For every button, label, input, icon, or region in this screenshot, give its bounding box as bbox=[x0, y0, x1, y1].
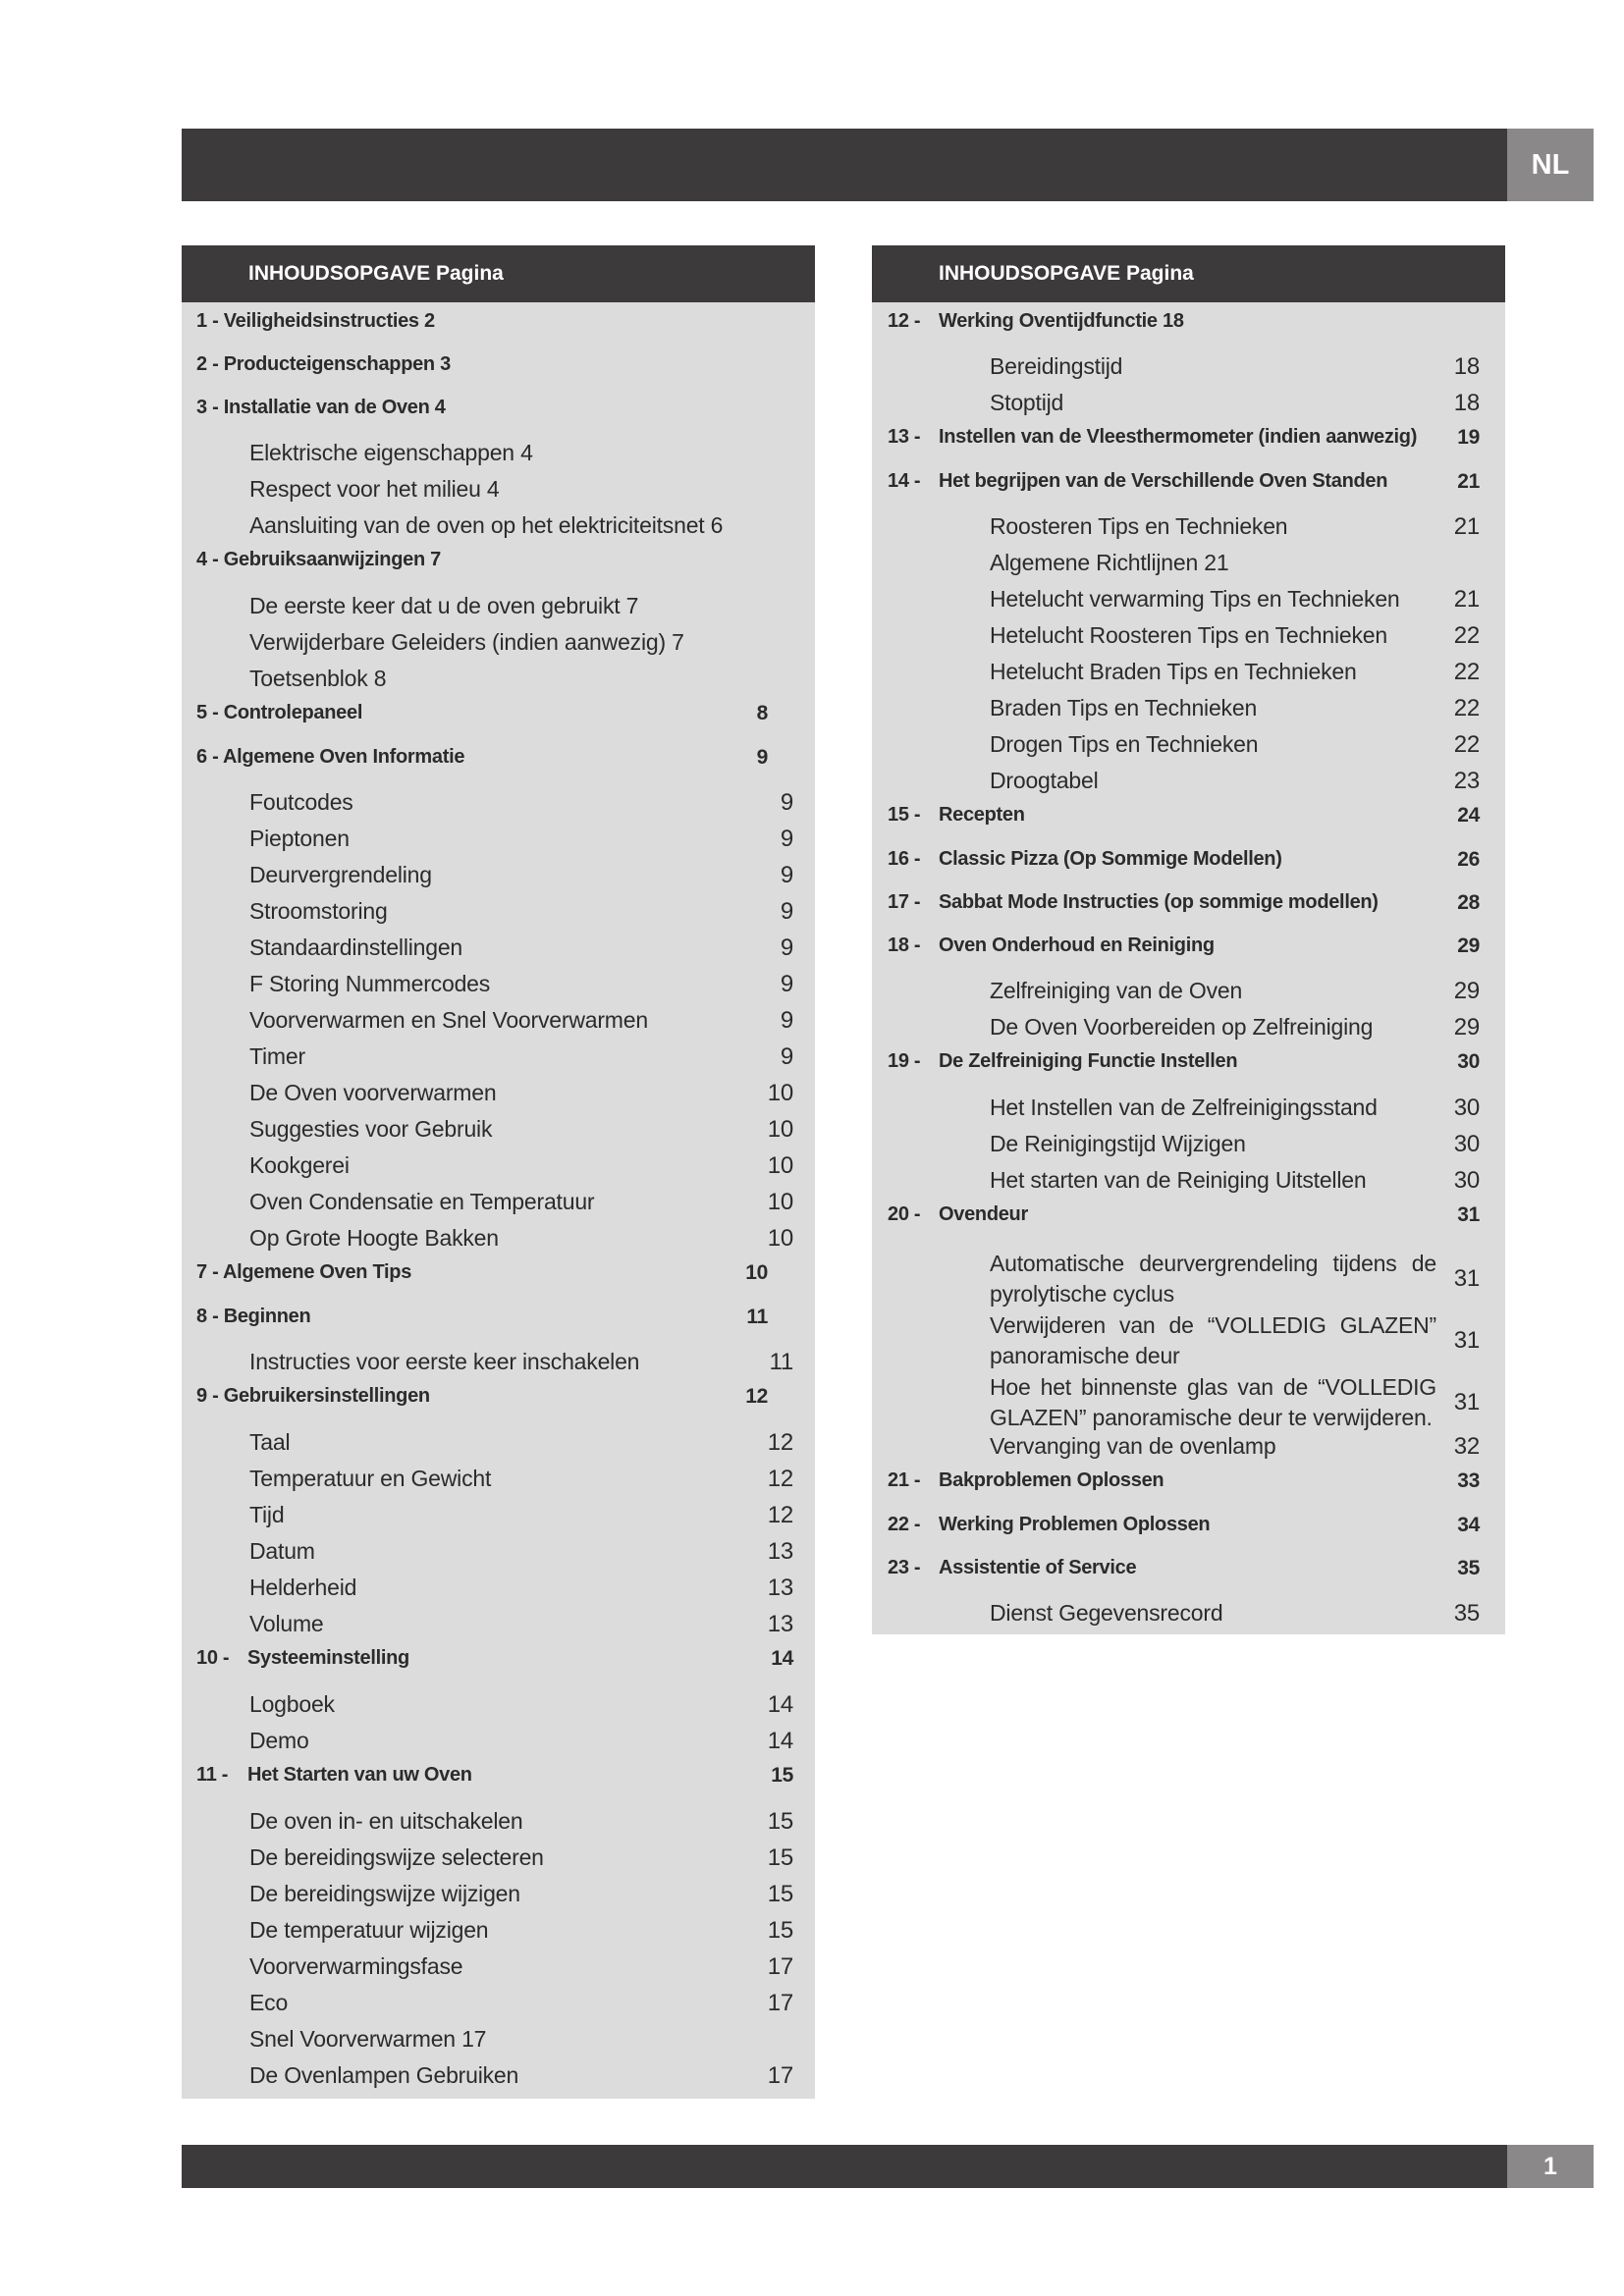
toc-entry-number: 10 - bbox=[196, 1647, 230, 1669]
toc-subentry[interactable] bbox=[182, 826, 815, 862]
toc-entry-label: Stroomstoring bbox=[249, 898, 388, 924]
toc-entry-label: Snel Voorverwarmen 17 bbox=[249, 2026, 487, 2052]
toc-entry-label: 1 - Veiligheidsinstructies 2 bbox=[196, 310, 435, 332]
toc-entry-label: Roosteren Tips en Technieken bbox=[990, 513, 1288, 539]
toc-entry-page: 29 bbox=[1457, 934, 1480, 957]
toc-entry-page: 13 bbox=[767, 1611, 793, 1637]
toc-entry-label: Elektrische eigenschappen 4 bbox=[249, 440, 533, 465]
toc-subentry[interactable] bbox=[182, 1611, 815, 1647]
toc-entry-label: 5 - Controlepaneel bbox=[196, 702, 363, 723]
toc-subentry[interactable] bbox=[182, 629, 815, 666]
toc-entry-page: 9 bbox=[756, 746, 768, 769]
toc-entry-number: 13 - bbox=[888, 426, 921, 448]
toc-subentry[interactable] bbox=[182, 512, 815, 549]
toc-entry-page: 13 bbox=[767, 1575, 793, 1601]
toc-entry-label: Logboek bbox=[249, 1691, 335, 1717]
toc-entry-number: 14 - bbox=[888, 470, 921, 492]
toc-subentry[interactable] bbox=[872, 1248, 1505, 1309]
toc-left-header: INHOUDSOPGAVE Pagina bbox=[182, 245, 815, 302]
toc-entry-number: 20 - bbox=[888, 1203, 921, 1225]
toc-entry-number: 19 - bbox=[888, 1050, 921, 1072]
toc-entry[interactable] bbox=[872, 848, 1505, 891]
toc-entry-label: 4 - Gebruiksaanwijzingen 7 bbox=[196, 549, 441, 570]
toc-entry-page: 30 bbox=[1457, 1050, 1480, 1073]
toc-entry-label: Droogtabel bbox=[990, 768, 1099, 793]
toc-entry-page: 22 bbox=[1453, 695, 1480, 721]
toc-entry-label: Suggesties voor Gebruik bbox=[249, 1116, 493, 1142]
toc-entry-page: 10 bbox=[767, 1080, 793, 1106]
toc-entry-label: Instellen van de Vleesthermometer (indien aanwezig) bbox=[939, 426, 1418, 448]
footer-bar bbox=[182, 2145, 1507, 2188]
toc-entry-page: 22 bbox=[1453, 622, 1480, 649]
toc-right-column bbox=[872, 245, 1505, 1634]
toc-entry-label: Het Starten van uw Oven bbox=[247, 1764, 472, 1786]
toc-subentry[interactable] bbox=[872, 550, 1505, 586]
toc-subentry[interactable] bbox=[182, 1691, 815, 1728]
toc-entry[interactable] bbox=[182, 746, 815, 789]
toc-subentry[interactable] bbox=[182, 1808, 815, 1844]
toc-entry-label: Werking Problemen Oplossen bbox=[939, 1514, 1211, 1535]
toc-subentry[interactable] bbox=[182, 2026, 815, 2062]
toc-entry-page: 28 bbox=[1457, 891, 1480, 914]
toc-subentry[interactable] bbox=[182, 1538, 815, 1575]
toc-subentry[interactable] bbox=[872, 1014, 1505, 1050]
toc-entry-label: Automatische deurvergrendeling tijdens de pyrolytische cyclus bbox=[990, 1250, 1436, 1307]
toc-entry[interactable] bbox=[872, 1469, 1505, 1514]
toc-entry-label: Oven Condensatie en Temperatuur bbox=[249, 1189, 595, 1214]
toc-entry-label: Toetsenblok 8 bbox=[249, 666, 387, 691]
toc-entry-page: 10 bbox=[767, 1189, 793, 1215]
toc-entry[interactable] bbox=[182, 1385, 815, 1429]
toc-entry-label: De Oven voorverwarmen bbox=[249, 1080, 497, 1105]
toc-entry-label: 6 - Algemene Oven Informatie bbox=[196, 746, 465, 768]
toc-entry-page: 21 bbox=[1453, 586, 1480, 613]
toc-entry-label: De Ovenlampen Gebruiken bbox=[249, 2062, 519, 2088]
toc-entry-label: Verwijderen van de “VOLLEDIG GLAZEN” panoramische deur bbox=[990, 1311, 1436, 1368]
toc-subentry[interactable] bbox=[182, 1152, 815, 1189]
toc-entry-page: 11 bbox=[769, 1349, 793, 1375]
toc-subentry[interactable] bbox=[872, 513, 1505, 550]
toc-subentry[interactable] bbox=[182, 1116, 815, 1152]
toc-subentry[interactable] bbox=[182, 971, 815, 1007]
toc-entry-page: 18 bbox=[1453, 390, 1480, 416]
toc-left-list bbox=[182, 302, 815, 2099]
toc-entry-page: 31 bbox=[1453, 1326, 1480, 1354]
toc-entry-label: Algemene Richtlijnen 21 bbox=[990, 550, 1229, 575]
toc-entry-label: Het Instellen van de Zelfreinigingsstand bbox=[990, 1095, 1378, 1120]
toc-entry-label: Volume bbox=[249, 1611, 324, 1636]
toc-entry-label: Eco bbox=[249, 1990, 289, 2015]
toc-subentry[interactable] bbox=[182, 789, 815, 826]
toc-entry-page: 33 bbox=[1457, 1469, 1480, 1492]
toc-entry-label: Het starten van de Reiniging Uitstellen bbox=[990, 1167, 1367, 1193]
toc-entry[interactable] bbox=[872, 1203, 1505, 1248]
toc-entry-page: 32 bbox=[1453, 1433, 1480, 1460]
toc-entry-page: 9 bbox=[780, 826, 793, 852]
toc-subentry[interactable] bbox=[182, 1953, 815, 1990]
toc-entry-page: 14 bbox=[767, 1691, 793, 1718]
toc-entry-page: 31 bbox=[1457, 1203, 1480, 1226]
toc-entry-page: 11 bbox=[746, 1306, 768, 1328]
toc-entry[interactable] bbox=[182, 310, 815, 353]
toc-subentry[interactable] bbox=[182, 1225, 815, 1261]
toc-entry-page: 10 bbox=[767, 1152, 793, 1179]
toc-entry-page: 9 bbox=[780, 934, 793, 961]
toc-entry[interactable] bbox=[872, 934, 1505, 978]
toc-entry-label: Voorverwarmen en Snel Voorverwarmen bbox=[249, 1007, 648, 1033]
toc-entry-label: Vervanging van de ovenlamp bbox=[990, 1433, 1276, 1459]
toc-entry[interactable] bbox=[182, 702, 815, 746]
toc-entry-page: 12 bbox=[745, 1385, 768, 1408]
toc-subentry[interactable] bbox=[182, 1007, 815, 1043]
toc-entry[interactable] bbox=[872, 891, 1505, 934]
toc-entry-page: 17 bbox=[767, 1990, 793, 2016]
toc-entry-page: 15 bbox=[767, 1917, 793, 1944]
toc-entry-label: Deurvergrendeling bbox=[249, 862, 432, 887]
toc-entry-number: 17 - bbox=[888, 891, 921, 913]
toc-entry-label: De temperatuur wijzigen bbox=[249, 1917, 489, 1943]
toc-entry-page: 19 bbox=[1457, 426, 1480, 449]
toc-entry-label: Oven Onderhoud en Reiniging bbox=[939, 934, 1215, 956]
toc-subentry[interactable] bbox=[872, 1309, 1505, 1371]
toc-entry[interactable] bbox=[872, 310, 1505, 353]
toc-entry[interactable] bbox=[872, 1050, 1505, 1095]
toc-entry-number: 15 - bbox=[888, 804, 921, 826]
toc-entry-page: 14 bbox=[767, 1728, 793, 1754]
toc-entry-label: Aansluiting van de oven op het elektriciteitsnet 6 bbox=[249, 512, 724, 538]
toc-entry-page: 15 bbox=[767, 1844, 793, 1871]
toc-subentry[interactable] bbox=[872, 695, 1505, 731]
toc-entry-label: De Reinigingstijd Wijzigen bbox=[990, 1131, 1246, 1156]
toc-subentry[interactable] bbox=[182, 1881, 815, 1917]
toc-left-column bbox=[182, 245, 815, 2099]
toc-subentry[interactable] bbox=[182, 1502, 815, 1538]
toc-entry-page: 18 bbox=[1453, 353, 1480, 380]
toc-entry[interactable] bbox=[182, 1261, 815, 1306]
toc-entry-label: Het begrijpen van de Verschillende Oven Standen bbox=[939, 470, 1388, 492]
toc-subentry[interactable] bbox=[182, 1429, 815, 1466]
toc-entry-label: Tijd bbox=[249, 1502, 285, 1527]
toc-subentry[interactable] bbox=[182, 1917, 815, 1953]
toc-entry-number: 16 - bbox=[888, 848, 921, 870]
toc-entry-label: Drogen Tips en Technieken bbox=[990, 731, 1259, 757]
toc-entry-label: Instructies voor eerste keer inschakelen bbox=[249, 1349, 640, 1374]
toc-entry-page: 9 bbox=[780, 789, 793, 816]
toc-entry[interactable] bbox=[182, 1306, 815, 1349]
toc-entry-page: 17 bbox=[767, 1953, 793, 1980]
toc-subentry[interactable] bbox=[182, 1349, 815, 1385]
toc-entry-page: 14 bbox=[771, 1647, 793, 1670]
toc-entry-label: 2 - Producteigenschappen 3 bbox=[196, 353, 451, 375]
toc-subentry[interactable] bbox=[872, 1433, 1505, 1469]
toc-entry-label: Datum bbox=[249, 1538, 315, 1564]
toc-entry-label: 9 - Gebruikersinstellingen bbox=[196, 1385, 430, 1407]
toc-entry-label: Hetelucht Roosteren Tips en Technieken bbox=[990, 622, 1387, 648]
toc-subentry[interactable] bbox=[182, 1990, 815, 2026]
toc-subentry[interactable] bbox=[182, 1189, 815, 1225]
toc-entry[interactable] bbox=[872, 804, 1505, 848]
toc-subentry[interactable] bbox=[872, 586, 1505, 622]
header-bar bbox=[182, 129, 1507, 201]
toc-entry-label: 7 - Algemene Oven Tips bbox=[196, 1261, 412, 1283]
toc-entry-label: Ovendeur bbox=[939, 1203, 1028, 1225]
toc-entry-label: De bereidingswijze selecteren bbox=[249, 1844, 544, 1870]
toc-entry-label: Voorverwarmingsfase bbox=[249, 1953, 463, 1979]
toc-entry-page: 35 bbox=[1457, 1557, 1480, 1579]
toc-entry-label: F Storing Nummercodes bbox=[249, 971, 491, 996]
toc-entry-label: Classic Pizza (Op Sommige Modellen) bbox=[939, 848, 1282, 870]
toc-entry-page: 29 bbox=[1453, 978, 1480, 1004]
toc-subentry[interactable] bbox=[872, 622, 1505, 659]
toc-entry-label: Braden Tips en Technieken bbox=[990, 695, 1258, 721]
toc-entry[interactable] bbox=[182, 549, 815, 593]
toc-entry-number: 12 - bbox=[888, 310, 921, 332]
toc-entry-page: 31 bbox=[1453, 1388, 1480, 1415]
toc-entry-label: Taal bbox=[249, 1429, 291, 1455]
toc-subentry[interactable] bbox=[182, 666, 815, 702]
toc-entry-page: 8 bbox=[756, 702, 768, 724]
toc-entry-label: Assistentie of Service bbox=[939, 1557, 1137, 1578]
toc-entry-page: 30 bbox=[1453, 1131, 1480, 1157]
toc-entry-page: 12 bbox=[767, 1429, 793, 1456]
toc-entry-label: Kookgerei bbox=[249, 1152, 350, 1178]
toc-right-list bbox=[872, 302, 1505, 1636]
toc-entry[interactable] bbox=[872, 426, 1505, 470]
toc-subentry[interactable] bbox=[872, 1131, 1505, 1167]
toc-entry-page: 9 bbox=[780, 862, 793, 888]
toc-entry-label: Sabbat Mode Instructies (op sommige modellen) bbox=[939, 891, 1379, 913]
toc-subentry[interactable] bbox=[872, 1600, 1505, 1636]
toc-right-header: INHOUDSOPGAVE Pagina bbox=[872, 245, 1505, 302]
toc-entry-label: De oven in- en uitschakelen bbox=[249, 1808, 523, 1834]
toc-entry-label: De bereidingswijze wijzigen bbox=[249, 1881, 520, 1906]
toc-entry-page: 34 bbox=[1457, 1514, 1480, 1536]
toc-entry-label: Temperatuur en Gewicht bbox=[249, 1466, 492, 1491]
toc-subentry[interactable] bbox=[872, 1371, 1505, 1433]
toc-entry-label: Hetelucht Braden Tips en Technieken bbox=[990, 659, 1357, 684]
toc-subentry[interactable] bbox=[872, 1095, 1505, 1131]
toc-entry-label: Zelfreiniging van de Oven bbox=[990, 978, 1243, 1003]
toc-subentry[interactable] bbox=[872, 390, 1505, 426]
toc-entry-page: 9 bbox=[780, 1043, 793, 1070]
toc-subentry[interactable] bbox=[182, 934, 815, 971]
toc-entry-page: 23 bbox=[1453, 768, 1480, 794]
toc-entry[interactable] bbox=[872, 1557, 1505, 1600]
toc-entry[interactable] bbox=[182, 1764, 815, 1808]
toc-entry-page: 15 bbox=[767, 1881, 793, 1907]
toc-entry-page: 13 bbox=[767, 1538, 793, 1565]
toc-entry-page: 12 bbox=[767, 1466, 793, 1492]
toc-subentry[interactable] bbox=[182, 1844, 815, 1881]
toc-entry-page: 24 bbox=[1457, 804, 1480, 827]
toc-subentry[interactable] bbox=[872, 659, 1505, 695]
toc-subentry[interactable] bbox=[182, 1043, 815, 1080]
toc-subentry[interactable] bbox=[182, 476, 815, 512]
toc-entry-number: 18 - bbox=[888, 934, 921, 956]
toc-entry-number: 22 - bbox=[888, 1514, 921, 1535]
toc-subentry[interactable] bbox=[872, 731, 1505, 768]
toc-entry-page: 12 bbox=[767, 1502, 793, 1528]
toc-entry-label: Helderheid bbox=[249, 1575, 357, 1600]
toc-entry-page: 9 bbox=[780, 971, 793, 997]
toc-entry-label: 3 - Installatie van de Oven 4 bbox=[196, 397, 446, 418]
toc-entry-label: Verwijderbare Geleiders (indien aanwezig) 7 bbox=[249, 629, 684, 655]
toc-subentry[interactable] bbox=[182, 1466, 815, 1502]
toc-subentry[interactable] bbox=[872, 353, 1505, 390]
toc-subentry[interactable] bbox=[872, 1167, 1505, 1203]
toc-entry[interactable] bbox=[182, 1647, 815, 1691]
toc-entry-label: De Zelfreiniging Functie Instellen bbox=[939, 1050, 1238, 1072]
toc-entry-page: 9 bbox=[780, 898, 793, 925]
toc-entry-label: Respect voor het milieu 4 bbox=[249, 476, 500, 502]
toc-entry-page: 17 bbox=[767, 2062, 793, 2089]
page-number: 1 bbox=[1507, 2145, 1594, 2188]
toc-entry-label: Timer bbox=[249, 1043, 305, 1069]
toc-entry-label: Op Grote Hoogte Bakken bbox=[249, 1225, 499, 1251]
toc-entry-page: 10 bbox=[767, 1225, 793, 1252]
toc-subentry[interactable] bbox=[182, 862, 815, 898]
toc-subentry[interactable] bbox=[182, 1575, 815, 1611]
toc-entry-page: 15 bbox=[767, 1808, 793, 1835]
toc-entry-page: 22 bbox=[1453, 659, 1480, 685]
toc-entry-label: Recepten bbox=[939, 804, 1025, 826]
toc-entry-label: Hetelucht verwarming Tips en Technieken bbox=[990, 586, 1400, 612]
toc-entry-page: 9 bbox=[780, 1007, 793, 1034]
toc-subentry[interactable] bbox=[182, 440, 815, 476]
toc-entry-number: 23 - bbox=[888, 1557, 921, 1578]
toc-entry-label: Foutcodes bbox=[249, 789, 353, 815]
toc-entry[interactable] bbox=[872, 1514, 1505, 1557]
toc-entry-label: Stoptijd bbox=[990, 390, 1064, 415]
toc-entry-page: 10 bbox=[745, 1261, 768, 1284]
toc-entry-page: 31 bbox=[1453, 1264, 1480, 1292]
toc-entry-label: Systeeminstelling bbox=[247, 1647, 409, 1669]
toc-entry-number: 11 - bbox=[196, 1764, 229, 1786]
toc-entry[interactable] bbox=[182, 353, 815, 397]
toc-entry[interactable] bbox=[182, 397, 815, 440]
toc-entry-label: Standaardinstellingen bbox=[249, 934, 463, 960]
toc-entry-page: 22 bbox=[1453, 731, 1480, 758]
toc-entry-page: 10 bbox=[767, 1116, 793, 1143]
toc-entry-page: 30 bbox=[1453, 1167, 1480, 1194]
toc-entry-page: 29 bbox=[1453, 1014, 1480, 1041]
toc-entry-label: De Oven Voorbereiden op Zelfreiniging bbox=[990, 1014, 1374, 1040]
toc-entry-page: 21 bbox=[1457, 470, 1480, 493]
toc-entry-label: Hoe het binnenste glas van de “VOLLEDIG GLAZEN” panoramische deur te verwijderen. bbox=[990, 1373, 1436, 1430]
toc-entry-label: De eerste keer dat u de oven gebruikt 7 bbox=[249, 593, 639, 618]
toc-entry-label: Bakproblemen Oplossen bbox=[939, 1469, 1164, 1491]
toc-entry-page: 30 bbox=[1453, 1095, 1480, 1121]
toc-subentry[interactable] bbox=[182, 593, 815, 629]
toc-subentry[interactable] bbox=[182, 1728, 815, 1764]
toc-entry[interactable] bbox=[872, 470, 1505, 513]
toc-entry-page: 15 bbox=[771, 1764, 793, 1787]
toc-entry-page: 21 bbox=[1453, 513, 1480, 540]
language-badge: NL bbox=[1507, 129, 1594, 201]
toc-subentry[interactable] bbox=[182, 898, 815, 934]
toc-entry-label: Bereidingstijd bbox=[990, 353, 1123, 379]
toc-subentry[interactable] bbox=[872, 768, 1505, 804]
toc-entry-label: Demo bbox=[249, 1728, 309, 1753]
toc-entry-label: Werking Oventijdfunctie 18 bbox=[939, 310, 1184, 332]
toc-entry-page: 26 bbox=[1457, 848, 1480, 871]
toc-entry-label: Pieptonen bbox=[249, 826, 350, 851]
toc-entry-label: Dienst Gegevensrecord bbox=[990, 1600, 1223, 1626]
toc-subentry[interactable] bbox=[182, 1080, 815, 1116]
toc-subentry[interactable] bbox=[872, 978, 1505, 1014]
toc-entry-number: 21 - bbox=[888, 1469, 921, 1491]
toc-subentry[interactable] bbox=[182, 2062, 815, 2099]
toc-entry-page: 35 bbox=[1453, 1600, 1480, 1627]
toc-entry-label: 8 - Beginnen bbox=[196, 1306, 311, 1327]
